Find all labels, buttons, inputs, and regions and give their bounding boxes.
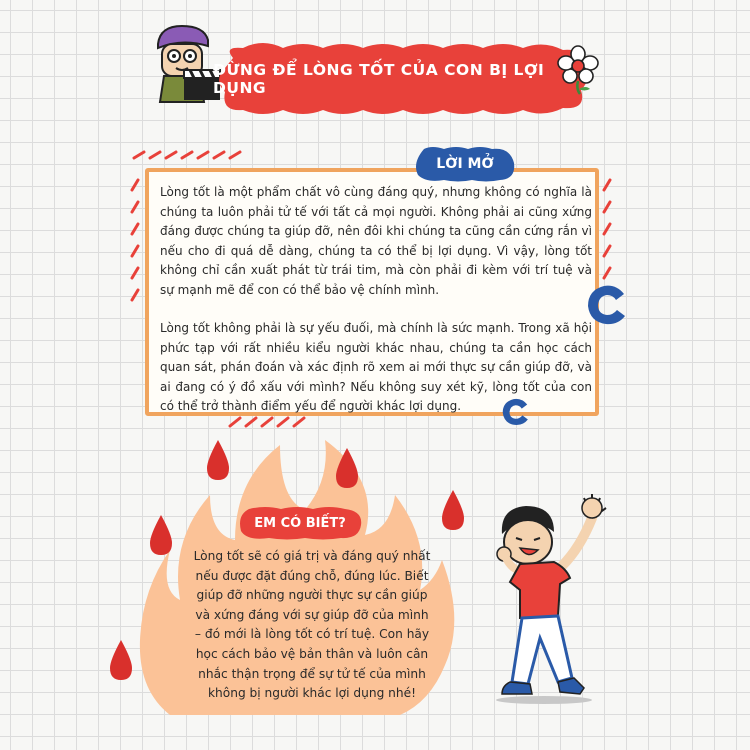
- waving-boy-icon: [480, 478, 630, 708]
- intro-paragraph-2: Lòng tốt không phải là sự yếu đuối, mà chính là sức mạnh. Trong xã hội phức tạp với rất nhiều kiểu người khác nhau, chúng ta cần học cách quan sát, phán đoán và xác định rõ xem ai mới thực sự cần giúp đỡ, và ai đang có ý đồ xấu với mình? Nếu không suy xét kỹ, lòng tốt của con có thể trở thành điểm yếu để người khác lợi dụng.: [160, 321, 592, 413]
- blood-drop-icon: [148, 515, 174, 555]
- blood-drop-icon: [334, 448, 360, 488]
- blood-drop-icon: [205, 440, 231, 480]
- intro-heading: LỜI MỞ: [436, 156, 494, 172]
- flower-icon: [556, 45, 600, 95]
- letter-c-icon: [500, 395, 534, 429]
- blood-drop-icon: [108, 640, 134, 680]
- intro-paragraph-1: Lòng tốt là một phẩm chất vô cùng đáng quý, nhưng không có nghĩa là chúng ta luôn phải tử tế với tất cả mọi người. Không phải ai cũng xứng đáng được chúng ta giúp đỡ, nên đôi khi chúng ta cũng cần cứng rắn vì nếu cho đi quá dễ dàng, chúng ta có thể bị lợi dụng. Vì vậy, lòng tốt không chỉ cần xuất phát từ trái tim, mà còn phải đi kèm với trí tuệ và sự mạnh mẽ để con có thể bảo vệ chính mình.: [160, 185, 592, 297]
- fact-heading: EM CÓ BIẾT?: [254, 515, 346, 531]
- page-title: ĐỪNG ĐỂ LÒNG TỐT CỦA CON BỊ LỢI DỤNG: [213, 61, 545, 97]
- fact-body: Lòng tốt sẽ có giá trị và đáng quý nhất nếu được đặt đúng chỗ, đúng lúc. Biết giúp đỡ những người thực sự cần giúp và xứng đáng với sự giúp đỡ của mình – đó mới là lòng tốt có trí tuệ. Con hãy học cách bảo vệ bản thân và luôn cân nhắc thận trọng để sự tử tế của mình không bị người khác lợi dụng nhé!: [193, 549, 431, 701]
- letter-c-icon: [584, 280, 634, 330]
- blood-drop-icon: [440, 490, 466, 530]
